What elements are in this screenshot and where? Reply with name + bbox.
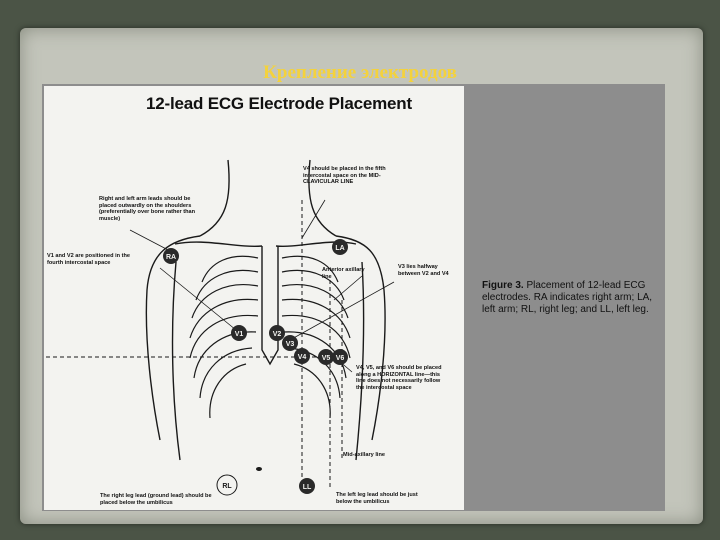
electrode-ra [163,248,179,264]
svg-text:V5: V5 [321,355,331,362]
svg-text:RA: RA [165,254,177,261]
sternum [262,246,278,364]
arm-inner-right [356,262,364,460]
note-rl: The right leg lead (ground lead) should be placed below the umbilicus [100,493,212,506]
arm-inner-left [173,262,180,460]
electrode-rl [217,475,237,495]
figure-caption [482,280,662,316]
caption-label: Figure 3. [482,280,524,291]
umbilicus [256,467,262,471]
electrode-v5 [318,349,334,365]
svg-text:RL: RL [222,483,232,490]
note-ll: The left leg lead should be just below the umbilicus [336,492,418,505]
svg-text:V4: V4 [297,354,307,361]
note-mid-axillary: Mid-axillary line [343,452,385,458]
svg-text:LA: LA [335,245,345,252]
svg-text:V2: V2 [272,331,282,338]
note-v1v2: V1 and V2 are positioned in the fourth intercostal space [47,253,130,266]
left-body-outline [146,236,200,440]
leader-v4 [302,200,325,238]
electrode-v2 [269,325,285,341]
note-arms: Right and left arm leads should be placed outwardly on the shoulders (preferentially over bone rather than muscle) [99,196,196,222]
leader-arms [130,230,172,252]
svg-text:V3: V3 [285,341,295,348]
electrode-la [332,239,348,255]
svg-text:V6: V6 [335,355,345,362]
electrode-v6 [332,349,348,365]
caption-text: Placement of 12-lead ECG electrodes. RA indicates right arm; LA, left arm; RL, right leg; and LL, left leg. [482,280,653,315]
ribs-left [190,256,258,418]
figure-title: 12-lead ECG Electrode Placement [146,94,412,113]
note-anterior-axillary: Anterior axillary line [322,267,365,280]
electrode-v4 [294,348,310,364]
leader-v1v2 [160,268,236,330]
note-v4: V4 should be placed in the fifth intercostal space on the MID-CLAVICULAR LINE [303,166,386,186]
slide-title: Крепление электродов [263,62,457,83]
electrode-v1 [231,325,247,341]
note-v3: V3 lies halfway between V2 and V4 [398,264,449,277]
electrode-v3 [282,335,298,351]
electrode-ll [299,478,315,494]
svg-text:V1: V1 [234,331,244,338]
note-v4v5v6: V4, V5, and V6 should be placed along a HORIZONTAL line—this line does not necessarily follow the intercostal space [356,365,442,391]
clavicle-left [175,242,262,246]
svg-text:LL: LL [302,484,312,491]
